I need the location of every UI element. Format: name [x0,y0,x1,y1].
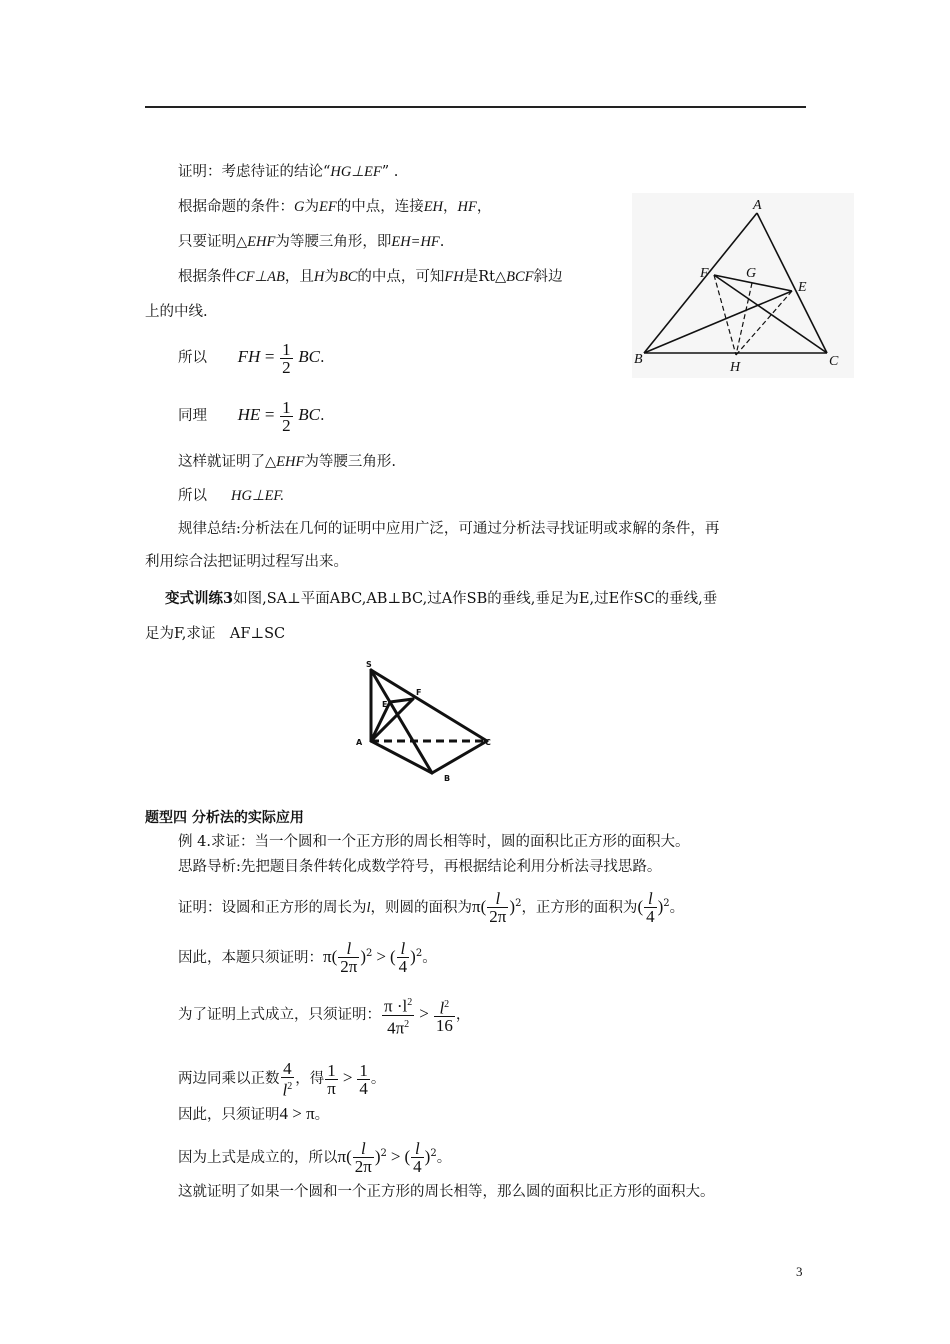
label-c: C [829,354,839,369]
fraction-one-half: $\frac{1}{2}$ [282,339,291,377]
label-s: S [366,660,372,669]
segment-gh [736,283,752,355]
pyramid-svg [349,655,505,786]
proof2-line-6: 因为上式是成立的，所以π( $\frac{l}{2\pi}$ )$^2$ > ( $\frac{l}{4}$ )$^2$。 [178,1139,452,1177]
proof-line-3: 只要证明△EHF为等腰三角形，即EH=HF. [178,234,445,250]
proof2-line-3: 为了证明上式成立，只须证明： $\frac{\pi \cdot l^2}{4\pi^2}$ > $\frac{l^2}{16}$ ， [178,994,470,1036]
segment-be [644,291,792,353]
label-g: G [746,266,757,281]
pyramid-figure [349,655,505,786]
fraction-one-half: $\frac{1}{2}$ [282,397,291,435]
proof2-line-4: 两边同乘以正数 $\frac{4}{l^2}$ ，得 $\frac{1}{\pi}$ > $\frac{1}{4}$ 。 [178,1058,386,1100]
proof2-line-1: 证明：设圆和正方形的周长为l，则圆的面积为π( $\frac{l}{2\pi}$ )$^2$，正方形的面积为( $\frac{l}{4}$ )$^2$。 [178,889,685,927]
section-heading: 题型四 分析法的实际应用 [145,810,304,826]
label-f: F [700,266,709,281]
edge-ab [644,213,757,353]
label-a: A [356,738,363,747]
proof-line-8: 这样就证明了△EHF为等腰三角形. [178,454,396,470]
page-number: 3 [796,1264,803,1279]
edge-bc [432,741,487,773]
label-e: E [798,280,807,295]
proof2-line-2: 因此，本题只须证明：π( $\frac{l}{2\pi}$ )$^2$ > ( $\frac{l}{4}$ )$^2$。 [178,939,437,977]
triangle-svg [632,193,854,378]
proof2-line-5: 因此，只须证明4 > π。 [178,1104,330,1123]
proof-line-6: 所以 FH = $\frac{1}{2}$ BC. [178,339,325,377]
summary-line-1: 规律总结:分析法在几何的证明中应用广泛，可通过分析法寻找证明或求解的条件，再 [178,521,720,537]
proof-line-4: 根据条件CF⊥AB，且H为BC的中点，可知FH是Rt△BCF斜边 [178,269,563,285]
exercise-line-1: 变式训练3如图,SA⊥平面ABC,AB⊥BC,过A作SB的垂线,垂足为E,过E作SC的垂线,垂 [165,590,718,607]
proof-line-2: 根据命题的条件：G为EF的中点，连接EH，HF， [178,199,492,215]
label-a: A [753,198,762,213]
label-b: B [444,774,451,783]
label-f: F [416,688,422,697]
label-c: C [485,738,491,747]
edge-ac [757,213,827,353]
exercise-line-2: 足为F,求证 AF⊥SC [145,626,286,642]
idea-line: 思路导析:先把题目条件转化成数学符号，再根据结论利用分析法寻找思路。 [178,859,662,875]
proof-line-9: 所以 HG⊥EF. [178,488,285,504]
proof-line-7: 同理 HE = $\frac{1}{2}$ BC. [178,397,325,435]
label-h: H [730,360,741,375]
proof2-line-7: 这就证明了如果一个圆和一个正方形的周长相等，那么圆的面积比正方形的面积大。 [178,1184,715,1200]
proof-line-5: 上的中线. [145,304,208,320]
summary-line-2: 利用综合法把证明过程写出来。 [145,554,348,570]
proof-line-1: 证明：考虑待证的结论“HG⊥EF” . [178,164,399,180]
example-4: 例 4.求证：当一个圆和一个正方形的周长相等时，圆的面积比正方形的面积大。 [178,834,690,850]
label-e: E [382,700,388,709]
label-b: B [634,352,643,367]
triangle-figure [632,193,854,378]
header-rule [145,106,806,108]
